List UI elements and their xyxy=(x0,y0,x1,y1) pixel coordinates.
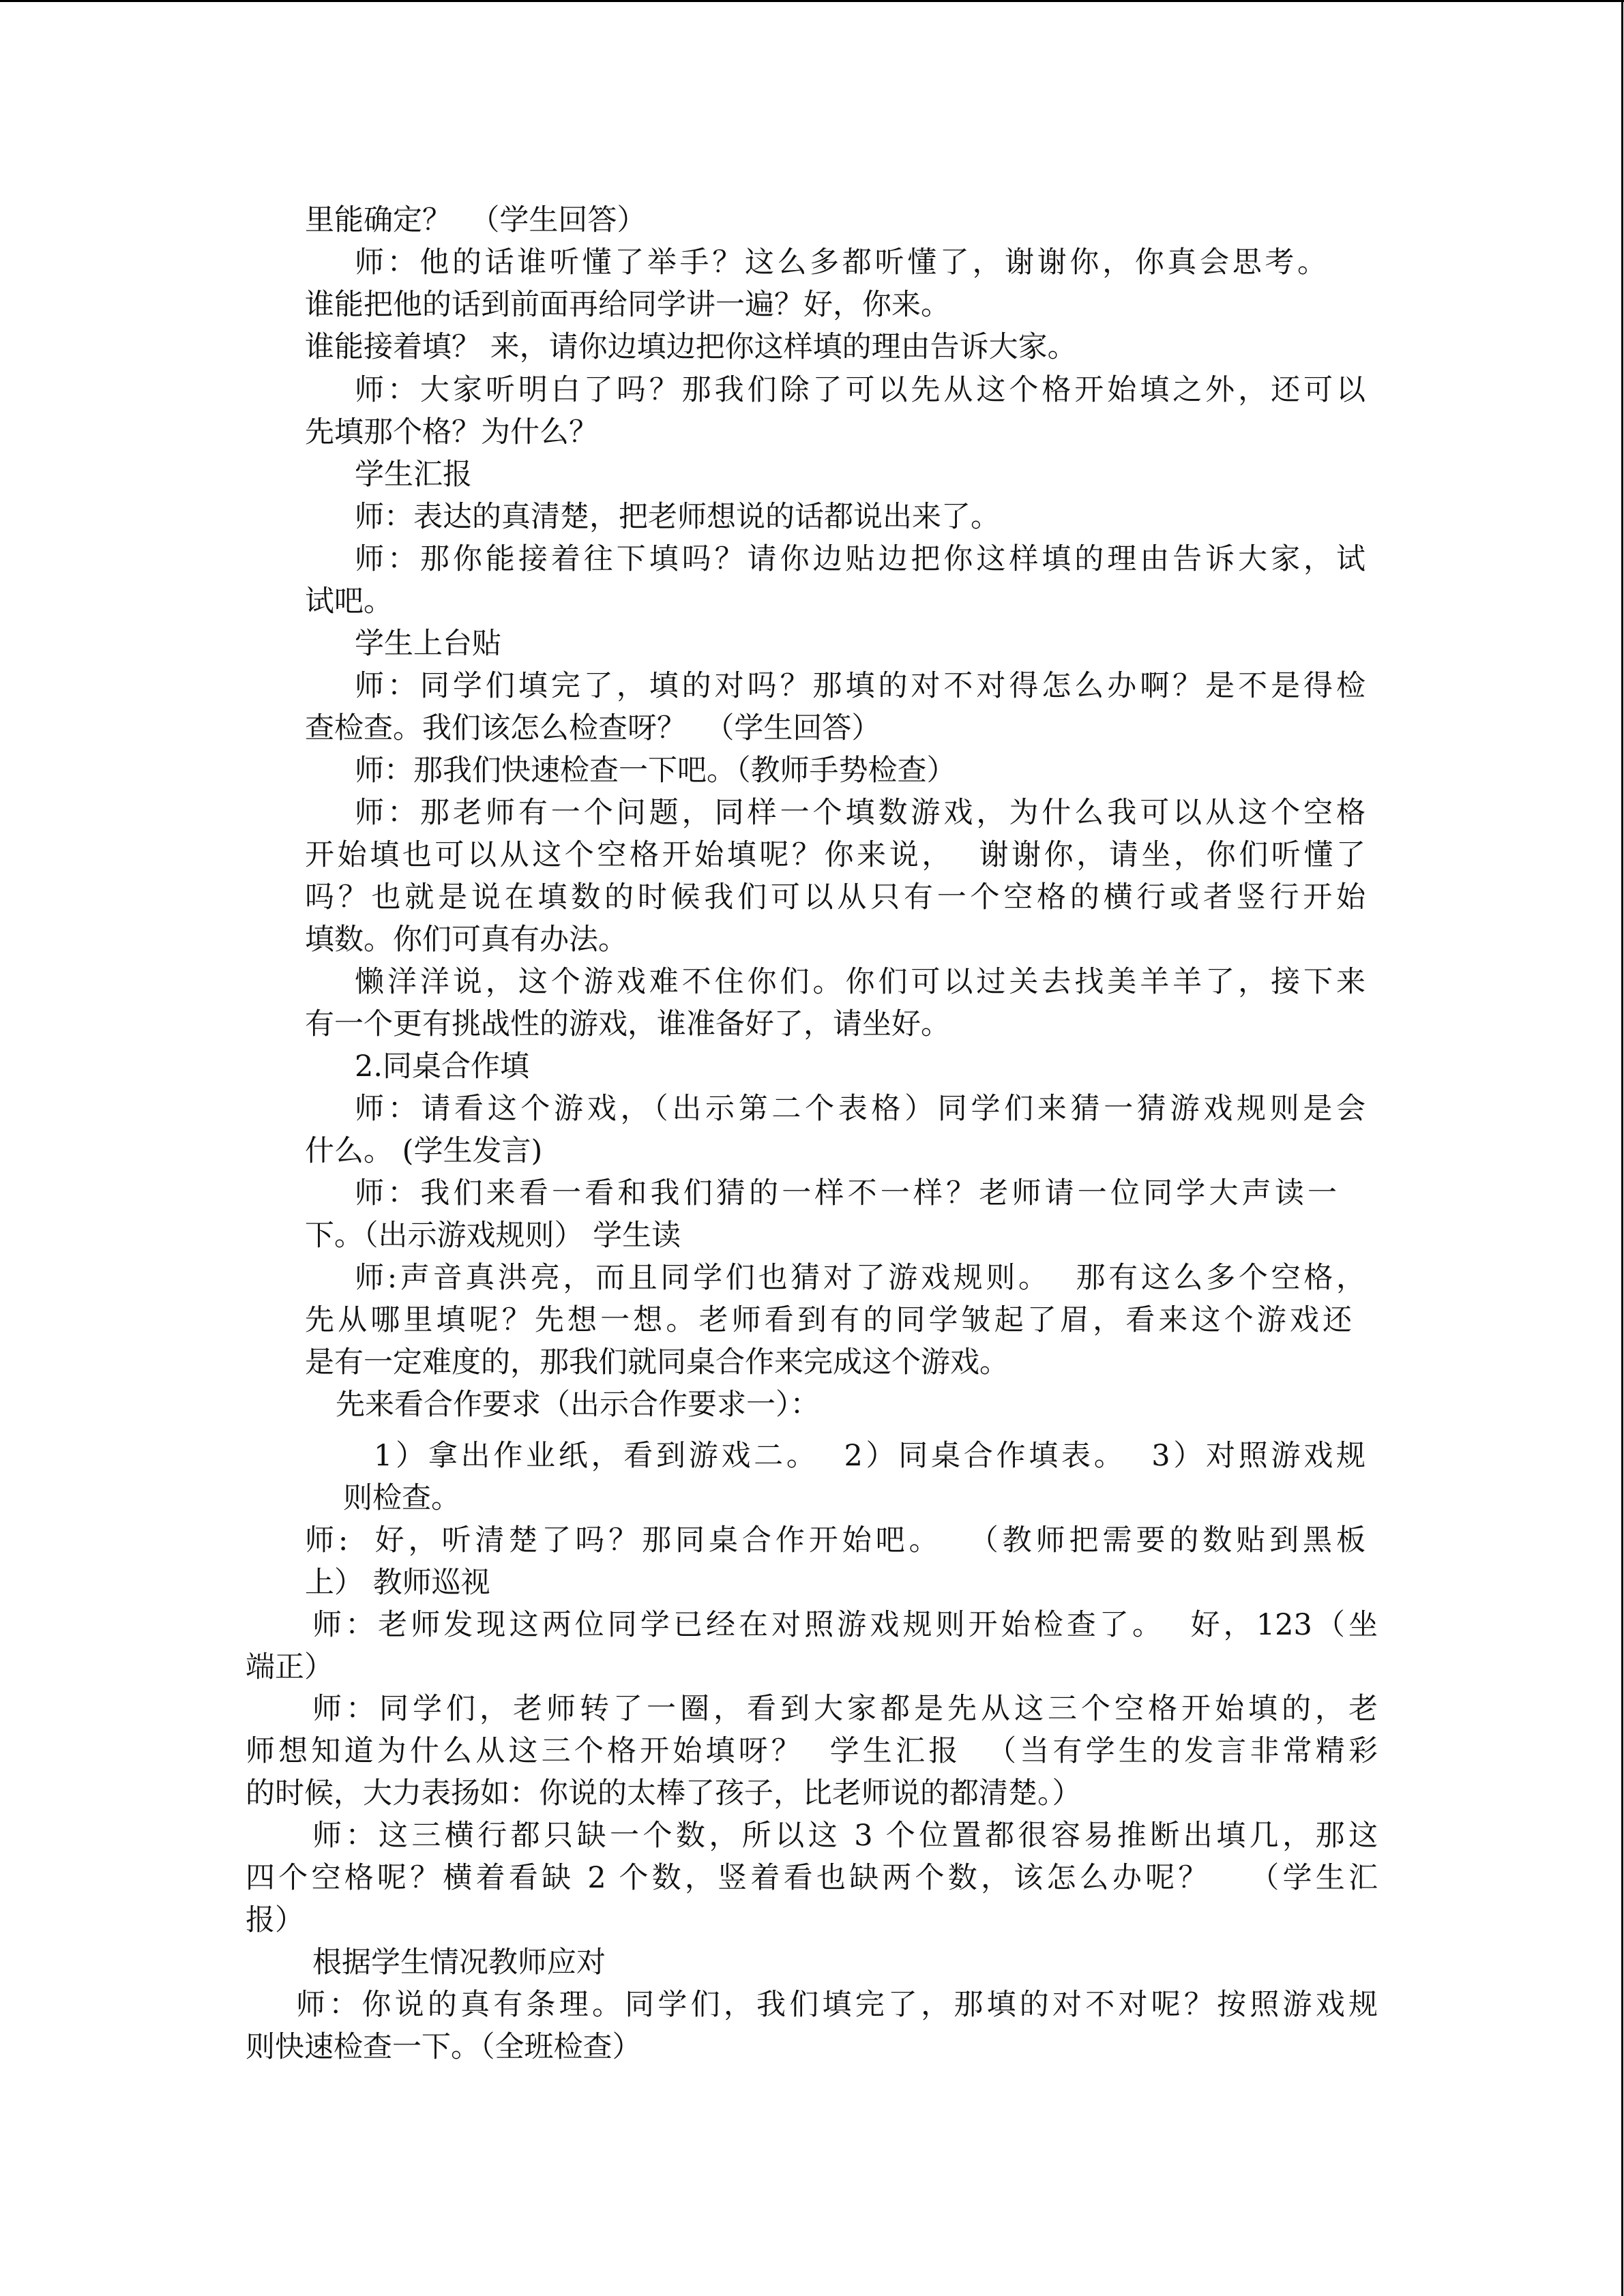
text-line: 师：同学们填完了，填的对吗？那填的对不对得怎么办啊？是不是得检 xyxy=(355,669,1365,703)
text-line: 根据学生情况教师应对 xyxy=(312,1945,606,1980)
text-line: 师：大家听明白了吗？那我们除了可以先从这个格开始填之外，还可以 xyxy=(355,373,1365,407)
text-line: 师：你说的真有条理。同学们，我们填完了，那填的对不对呢？按照游戏规 xyxy=(296,1988,1378,2022)
text-line: 懒洋洋说，这个游戏难不住你们。你们可以过关去找美羊羊了，接下来 xyxy=(355,965,1365,999)
text-line: 师：我们来看一看和我们猜的一样不一样？老师请一位同学大声读一 xyxy=(355,1176,1337,1210)
text-line: 师：请看这个游戏，（出示第二个表格）同学们来猜一猜游戏规则是会 xyxy=(355,1092,1365,1126)
text-line: 是有一定难度的，那我们就同桌合作来完成这个游戏。 xyxy=(305,1345,1009,1380)
section-heading: 2.同桌合作填 xyxy=(355,1049,530,1084)
text-line: 师：表达的真清楚，把老师想说的话都说出来了。 xyxy=(355,500,1000,534)
text-line: 开始填也可以从这个空格开始填呢？你来说， 谢谢你，请坐，你们听懂了 xyxy=(305,838,1365,872)
text-line: 师：那老师有一个问题，同样一个填数游戏，为什么我可以从这个空格 xyxy=(355,796,1365,830)
text-line: 谁能把他的话到前面再给同学讲一遍？好，你来。 xyxy=(305,288,950,322)
text-line: 师：那你能接着往下填吗？请你边贴边把你这样填的理由告诉大家，试 xyxy=(355,542,1365,576)
text-line: 学生上台贴 xyxy=(355,627,501,661)
text-line: 里能确定？ （学生回答） xyxy=(305,203,647,237)
text-line: 师：老师发现这两位同学已经在对照游戏规则开始检查了。 好，123（坐 xyxy=(312,1608,1378,1642)
text-line: 填数。你们可真有办法。 xyxy=(305,923,628,957)
text-line: 师：那我们快速检查一下吧。（教师手势检查） xyxy=(355,754,956,788)
text-line: 试吧。 xyxy=(305,584,393,618)
text-line: 报） xyxy=(246,1903,304,1937)
text-line: 先来看合作要求（出示合作要求一）： xyxy=(336,1388,820,1422)
text-line: 四个空格呢？横着看缺 2 个数，竖着看也缺两个数，该怎么办呢？ （学生汇 xyxy=(246,1861,1378,1895)
text-line: 师: 好，听清楚了吗？那同桌合作开始吧。 （教师把需要的数贴到黑板 xyxy=(305,1523,1365,1557)
text-line: 学生汇报 xyxy=(355,458,472,492)
text-line: 下。（出示游戏规则） 学生读 xyxy=(305,1219,681,1253)
text-line: 师：同学们，老师转了一圈，看到大家都是先从这三个空格开始填的，老 xyxy=(312,1692,1378,1726)
text-line: 先从哪里填呢？先想一想。老师看到有的同学皱起了眉，看来这个游戏还 xyxy=(305,1303,1352,1337)
text-line: 吗？也就是说在填数的时候我们可以从只有一个空格的横行或者竖行开始 xyxy=(305,880,1365,914)
text-line: 师：这三横行都只缺一个数，所以这 3 个位置都很容易推断出填几，那这 xyxy=(312,1819,1378,1853)
text-line: 则检查。 xyxy=(343,1481,460,1515)
text-line: 上） 教师巡视 xyxy=(305,1566,490,1600)
text-line: 则快速检查一下。（全班检查） xyxy=(246,2030,642,2064)
text-line: 有一个更有挑战性的游戏，谁准备好了，请坐好。 xyxy=(305,1007,950,1041)
text-line: 的时候，大力表扬如：你说的太棒了孩子，比老师说的都清楚。） xyxy=(246,1776,1082,1810)
text-line: 师：他的话谁听懂了举手？这么多都听懂了，谢谢你，你真会思考。 xyxy=(355,245,1327,280)
text-line: 端正） xyxy=(246,1650,334,1684)
text-line: 查检查。我们该怎么检查呀？ （学生回答） xyxy=(305,711,881,745)
list-item: 1）拿出作业纸，看到游戏二。 2）同桌合作填表。 3）对照游戏规 xyxy=(374,1439,1365,1473)
text-line: 谁能接着填？ 来，请你边填边把你这样填的理由告诉大家。 xyxy=(305,330,1077,364)
text-line: 师想知道为什么从这三个格开始填呀？ 学生汇报 （当有学生的发言非常精彩 xyxy=(246,1734,1378,1768)
text-line: 师:声音真洪亮，而且同学们也猜对了游戏规则。 那有这么多个空格， xyxy=(355,1261,1365,1295)
text-line: 先填那个格？为什么？ xyxy=(305,415,598,449)
text-line: 什么。 (学生发言) xyxy=(305,1134,543,1168)
